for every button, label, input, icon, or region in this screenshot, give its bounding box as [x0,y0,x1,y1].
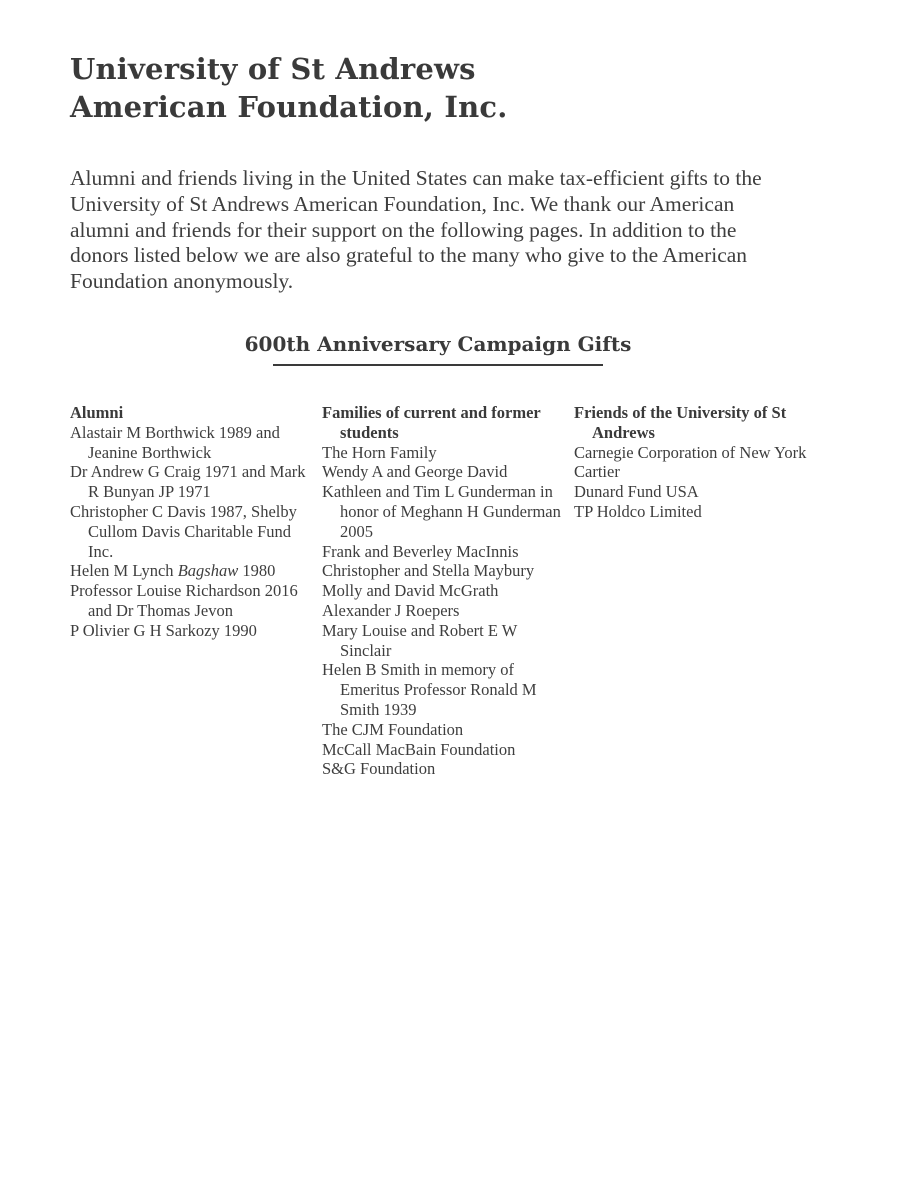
column-heading: Alumni [70,403,124,422]
donor-entry [70,561,310,581]
alumni-column [70,403,310,641]
donor-entry: The CJM Foundation [322,719,464,739]
donor-entry: Alexander J Roepers [322,600,460,620]
donor-entry: Frank and Beverley MacInnis [322,541,519,561]
donor-name-part: Helen M Lynch [70,561,178,581]
friends-column [574,403,814,522]
donor-entry: P Olivier G H Sarkozy 1990 [70,620,257,640]
donor-entry: Kathleen and Tim L Gunderman in honor of Meghann H Gunderman 2005 [322,482,561,541]
intro-paragraph: Alumni and friends living in the United States can make tax-efficient gifts to the University of St Andrews American Foundation, Inc. We thank our American alumni and friends for their support on the following pages. In addition to the donors listed below we are also grateful to the many who give to the American Foundation anonymously. [70,166,762,294]
donor-entry: TP Holdco Limited [574,501,702,521]
donor-name-italic: Bagshaw [177,561,239,581]
donor-entry: Dunard Fund USA [574,482,699,502]
column-heading: Families of current and former students [322,403,541,442]
column-heading: Friends of the University of St Andrews [574,403,787,442]
donor-entry: Alastair M Borthwick 1989 and Jeanine Borthwick [70,422,280,462]
page [70,50,830,779]
donor-entry: Dr Andrew G Craig 1971 and Mark R Bunyan JP 1971 [70,462,306,502]
donor-entry: Christopher and Stella Maybury [322,561,535,581]
donor-name-part: 1980 [238,561,276,581]
donor-entry: Carnegie Corporation of New York [574,442,807,462]
title-line-2: American Foundation, Inc. [70,90,508,124]
donor-entry: Cartier [574,462,620,482]
families-column [322,403,562,779]
donor-entry: The Horn Family [322,442,437,462]
donor-entry: S&G Foundation [322,759,436,779]
donor-entry: Helen B Smith in memory of Emeritus Professor Ronald M Smith 1939 [322,660,537,719]
donor-entry: Molly and David McGrath [322,581,499,601]
title-line-1: University of St Andrews [70,52,476,86]
donor-entry: Professor Louise Richardson 2016 and Dr Thomas Jevon [70,581,298,620]
donor-entry: Christopher C Davis 1987, Shelby Cullom Davis Charitable Fund Inc. [70,501,297,561]
donor-entry: Wendy A and George David [322,462,508,482]
donor-entry: McCall MacBain Foundation [322,739,516,759]
page-title [70,50,830,126]
donor-entry: Mary Louise and Robert E W Sinclair [322,620,518,660]
heading-underline [273,364,603,366]
section-heading: 600th Anniversary Campaign Gifts [244,331,632,356]
